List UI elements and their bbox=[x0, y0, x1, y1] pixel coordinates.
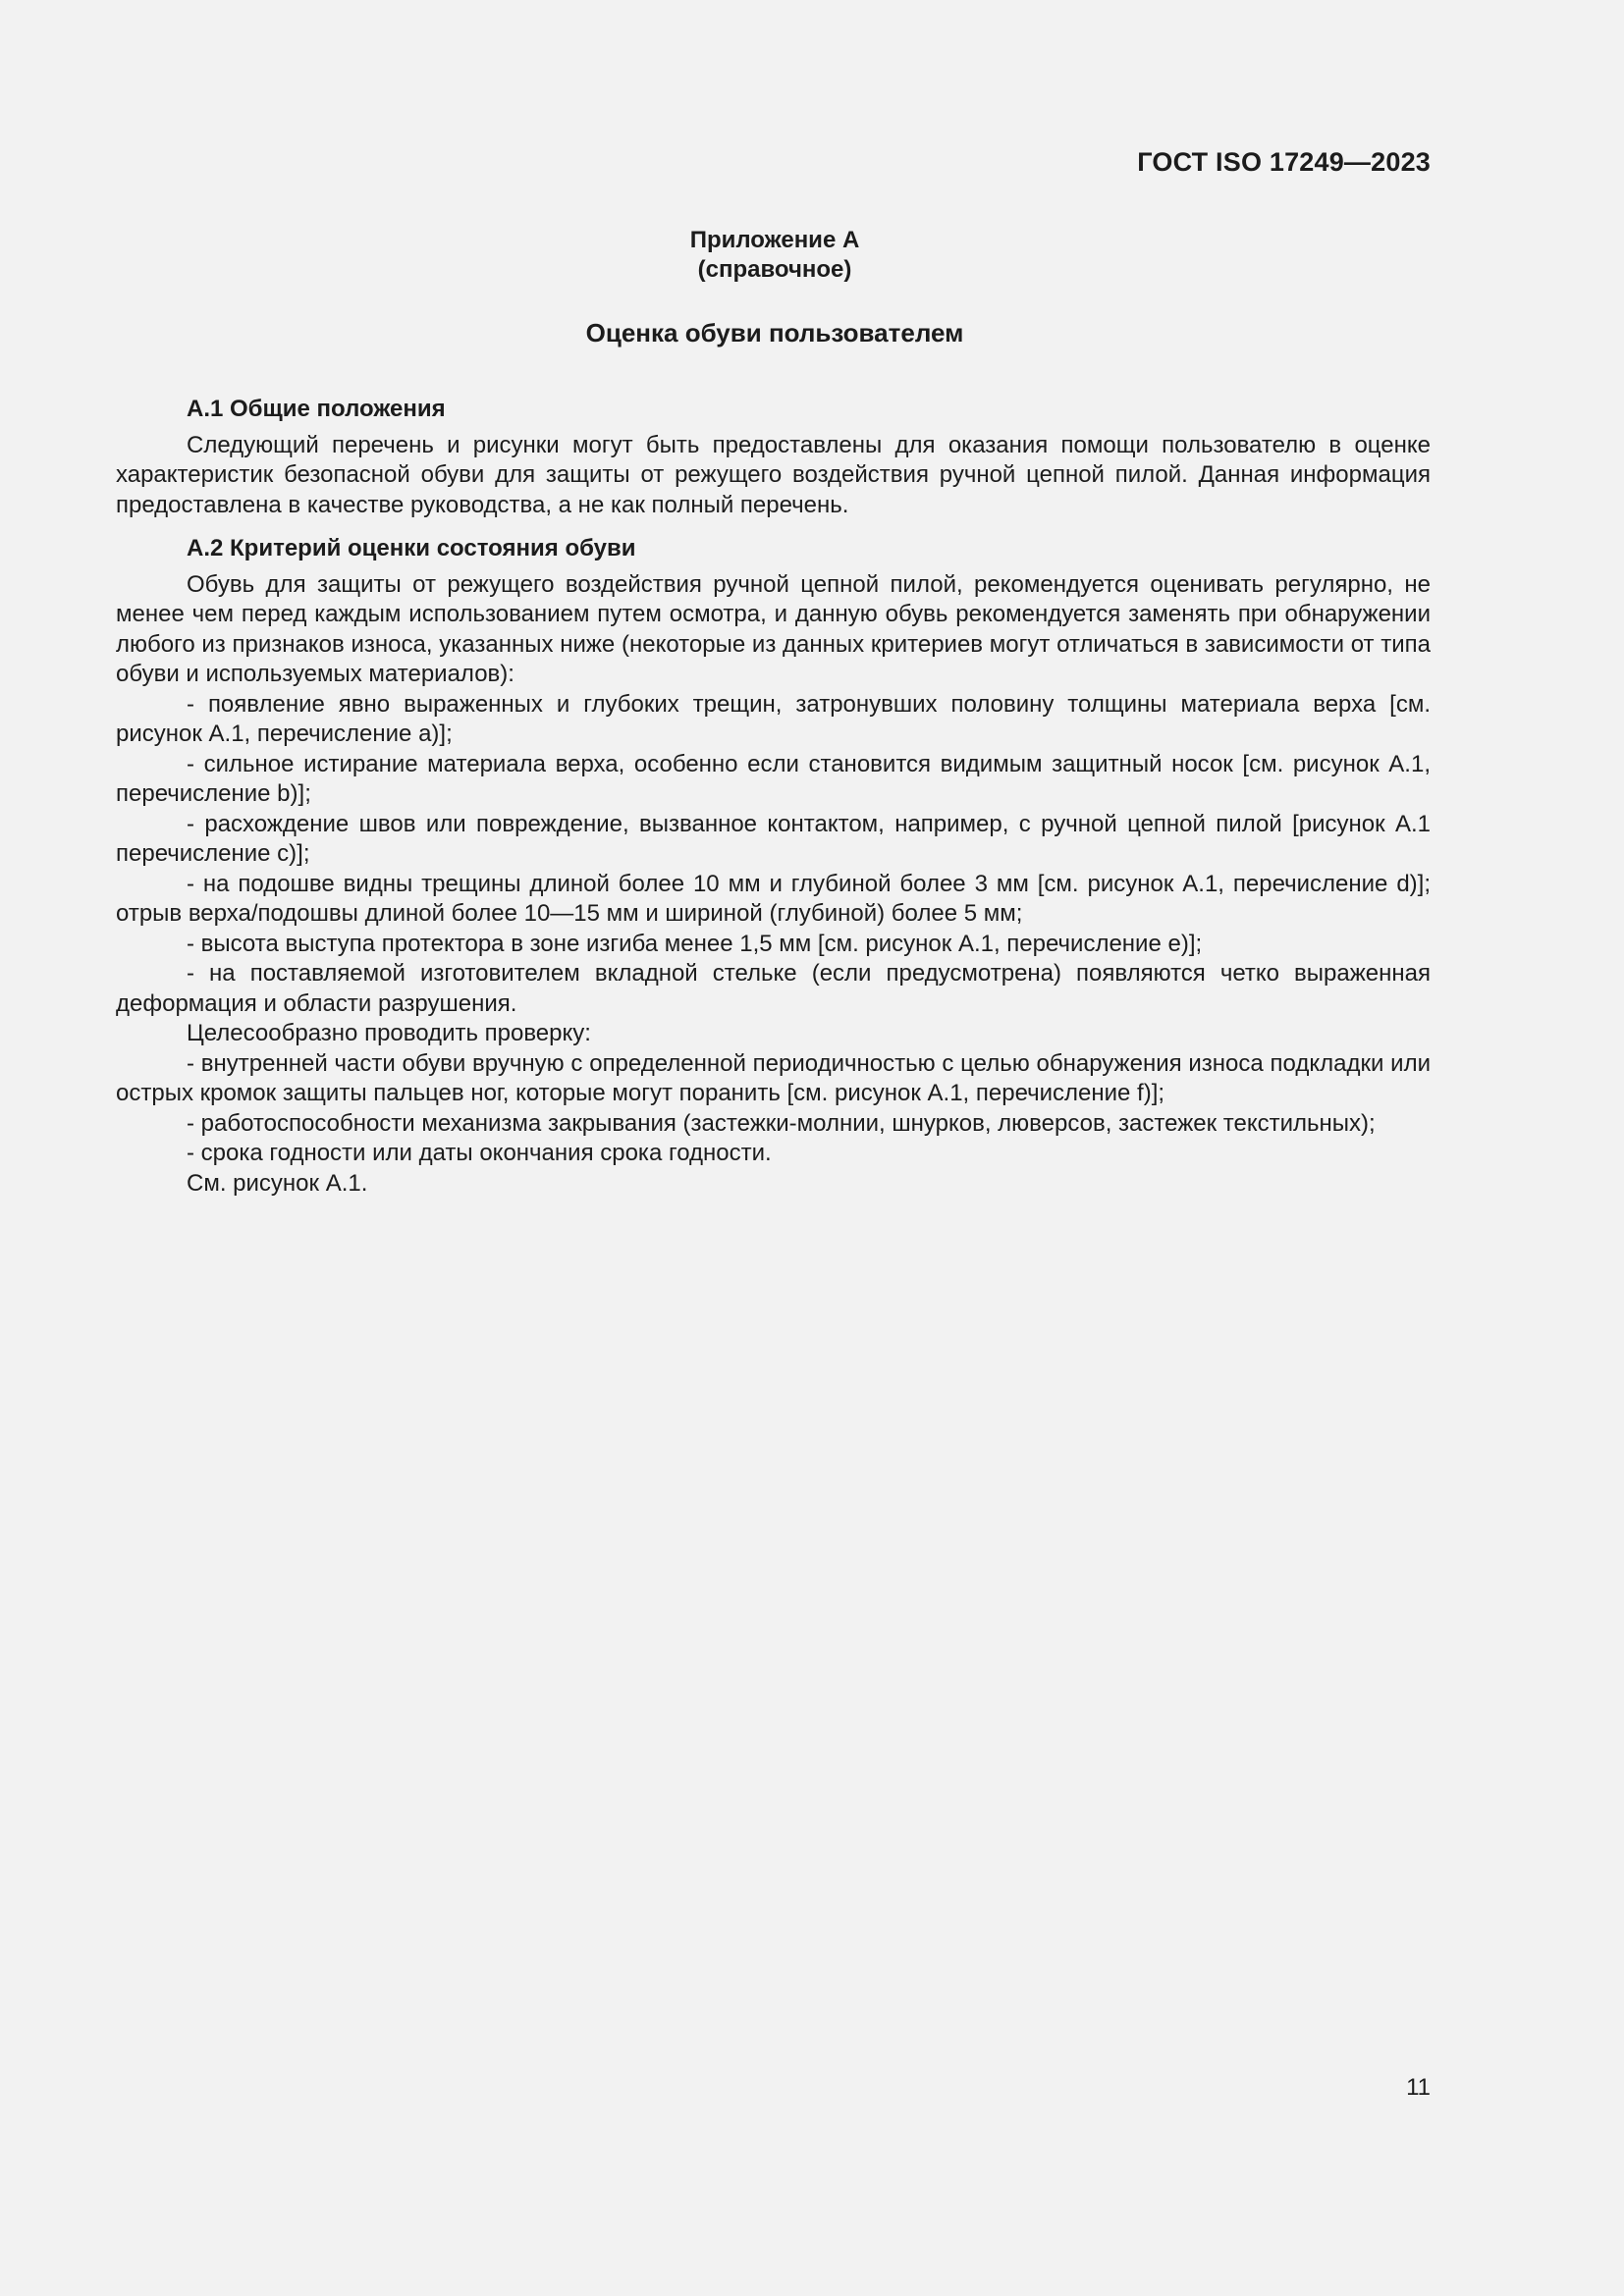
annex-status: (справочное) bbox=[697, 256, 852, 283]
annex-label: Приложение А bbox=[689, 227, 860, 253]
list-item: - высота выступа протектора в зоне изгиба менее 1,5 мм [см. рисунок А.1, перечисление е)]; bbox=[187, 930, 1203, 957]
list-item: - на поставляемой изготовителем вкладной стельке (если предусмотрена) появляются четко выраженная деформация и области разрушения. bbox=[116, 960, 1431, 1017]
paragraph: Следующий перечень и рисунки могут быть предоставлены для оказания помощи пользователю в оценке характеристик безопасной обуви для защиты от режущего воздействия ручной цепной пилой. Данная информация предоставлена в качестве руководства, а не как полный перечень. bbox=[116, 431, 1431, 518]
section-heading-a1: А.1 Общие положения bbox=[187, 396, 446, 422]
paragraph: См. рисунок А.1. bbox=[187, 1169, 368, 1197]
document-body bbox=[116, 395, 1431, 1199]
paragraph: Целесообразно проводить проверку: bbox=[187, 1020, 591, 1046]
list-item: - работоспособности механизма закрывания (застежки-молнии, шнурков, люверсов, застежек текстильных); bbox=[187, 1109, 1376, 1137]
list-item: - расхождение швов или повреждение, вызванное контактом, например, с ручной цепной пилой [рисунок А.1 перечисление с)]; bbox=[116, 810, 1431, 867]
standard-code: ГОСТ ISO 17249—2023 bbox=[1137, 147, 1431, 177]
list-item: - сильное истирание материала верха, особенно если становится видимым защитный носок [см. рисунок А.1, перечисление b)]; bbox=[116, 750, 1431, 807]
annex-title: Оценка обуви пользователем bbox=[585, 318, 964, 347]
section-heading-a2: А.2 Критерий оценки состояния обуви bbox=[187, 535, 636, 561]
paragraph: Обувь для защиты от режущего воздействия ручной цепной пилой, рекомендуется оценивать регулярно, не менее чем перед каждым использованием путем осмотра, и данную обувь рекомендуется заменять при обнаружении любого из признаков износа, указанных ниже (некоторые из данных критериев могут отличаться в зависимости от типа обуви и используемых материалов): bbox=[116, 570, 1431, 687]
list-item: - на подошве видны трещины длиной более 10 мм и глубиной более 3 мм [см. рисунок А.1, перечисление d)]; отрыв верха/подошвы длиной более 10—15 мм и шириной (глубиной) более 5 мм; bbox=[116, 870, 1431, 927]
list-item: - срока годности или даты окончания срока годности. bbox=[187, 1140, 772, 1166]
list-item: - появление явно выраженных и глубоких трещин, затронувших половину толщины материала верха [см. рисунок А.1, перечисление а)]; bbox=[116, 690, 1431, 747]
annex-heading bbox=[0, 226, 1549, 285]
page-number: 11 bbox=[1406, 2074, 1431, 2101]
list-item: - внутренней части обуви вручную с определенной периодичностью с целью обнаружения износа подкладки или острых кромок защиты пальцев ног, которые могут поранить [см. рисунок А.1, перечисление f)]; bbox=[116, 1049, 1431, 1106]
